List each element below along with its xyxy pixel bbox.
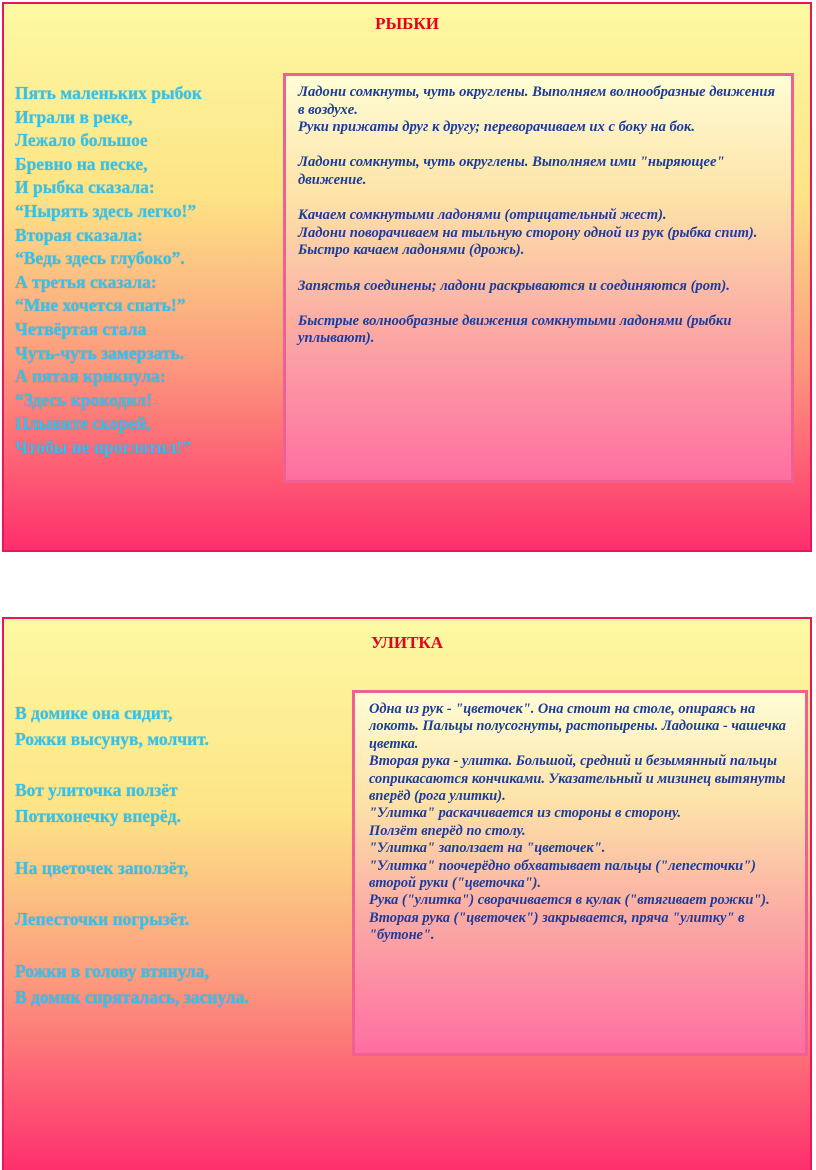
instruction-line: Ползёт вперёд по столу. — [369, 822, 526, 839]
snail-instructions-box — [352, 690, 808, 1056]
poem-line: “Ведь здесь глубоко”. — [15, 248, 185, 269]
spacer — [298, 260, 781, 278]
poem-line: Вот улиточка ползёт — [15, 780, 178, 801]
poem-line: И рыбка сказала: — [15, 177, 155, 198]
instruction-line: "Улитка" поочерёдно обхватывает пальцы ("лепесточки") второй руки ("цветочка"). — [369, 857, 756, 892]
instruction-line: Ладони поворачиваем на тыльную сторону одной из рук (рыбка спит). — [298, 224, 758, 241]
poem-line: Лежало большое — [15, 130, 148, 151]
instruction-line: Ладони сомкнуты, чуть округлены. Выполняем волнообразные движения в воздухе. — [298, 84, 776, 118]
spacer — [15, 753, 249, 779]
poem-line: Вторая сказала: — [15, 224, 143, 245]
poem-line: Чуть-чуть замерзать. — [15, 342, 185, 363]
instruction-line: Ладони сомкнуты, чуть округлены. Выполняем ими "ныряющее" движение. — [298, 154, 725, 188]
instruction-line: "Улитка" заползает на "цветочек". — [369, 840, 606, 857]
instruction-line: Одна из рук - "цветочек". Она стоит на столе, опираясь на локоть. Пальцы полусогнуты, растопырены. Ладошка - чашечка цветка. — [369, 701, 786, 752]
spacer — [298, 137, 781, 155]
fish-poem — [15, 82, 202, 460]
poem-line: А пятая крикнула: — [15, 366, 166, 387]
poem-line: “Здесь крокодил! — [15, 389, 153, 410]
poem-line: Плывите скорей, — [15, 413, 151, 434]
poem-line: В домике она сидит, — [15, 703, 173, 723]
fish-instructions-box — [283, 73, 794, 483]
instruction-line: "Улитка" раскачивается из стороны в сторону. — [369, 805, 682, 822]
instruction-line: Вторая рука ("цветочек") закрывается, пряча "улитку" в "бутоне". — [369, 909, 745, 944]
poem-line: А третья сказала: — [15, 271, 157, 292]
poem-line: Лепесточки погрызёт. — [15, 909, 190, 930]
poem-line: Рожки высунув, молчит. — [15, 728, 209, 749]
poem-line: Пять маленьких рыбок — [15, 83, 202, 103]
snail-title: УЛИТКА — [370, 633, 444, 652]
spacer — [298, 295, 781, 313]
instruction-line: Запястья соединены; ладони раскрываются и соединяются (рот). — [298, 277, 730, 294]
spacer — [15, 933, 249, 959]
poem-line: “Мне хочется спать!” — [15, 295, 186, 316]
poem-line: Рожки в голову втянула, — [15, 960, 209, 981]
instruction-line: Быстрые волнообразные движения сомкнутыми ладонями (рыбки уплывают). — [298, 312, 732, 347]
poem-line: Потихонечку вперёд. — [15, 806, 181, 827]
instruction-line: Вторая рука - улитка. Большой, средний и безымянный пальцы соприкасаются кончиками. Указательный и мизинец вытянуты вперёд (рога улитки). — [369, 753, 786, 805]
spacer — [15, 882, 249, 908]
fish-title: РЫБКИ — [375, 14, 439, 33]
poem-line: “Нырять здесь легко!” — [15, 200, 197, 221]
snail-poem — [15, 701, 249, 1011]
poem-line: Чтобы не проглотил!” — [15, 436, 192, 457]
poem-line: Играли в реке, — [15, 106, 133, 127]
snail-card — [2, 617, 812, 1170]
spacer — [298, 190, 781, 208]
instruction-line: Руки прижаты друг к другу; переворачиваем их с боку на бок. — [298, 119, 695, 136]
poem-line: Четвёртая стала — [15, 318, 147, 339]
fish-card — [2, 2, 812, 552]
instruction-line: Быстро качаем ладонями (дрожь). — [298, 242, 525, 259]
instruction-line: Рука ("улитка") сворачивается в кулак ("втягивает рожки"). — [369, 892, 770, 909]
poem-line: Бревно на песке, — [15, 153, 148, 174]
spacer — [15, 830, 249, 856]
instruction-line: Качаем сомкнутыми ладонями (отрицательный жест). — [298, 207, 667, 224]
poem-line: На цветочек заползёт, — [15, 857, 189, 878]
poem-line: В домик спряталась, заснула. — [15, 986, 249, 1007]
